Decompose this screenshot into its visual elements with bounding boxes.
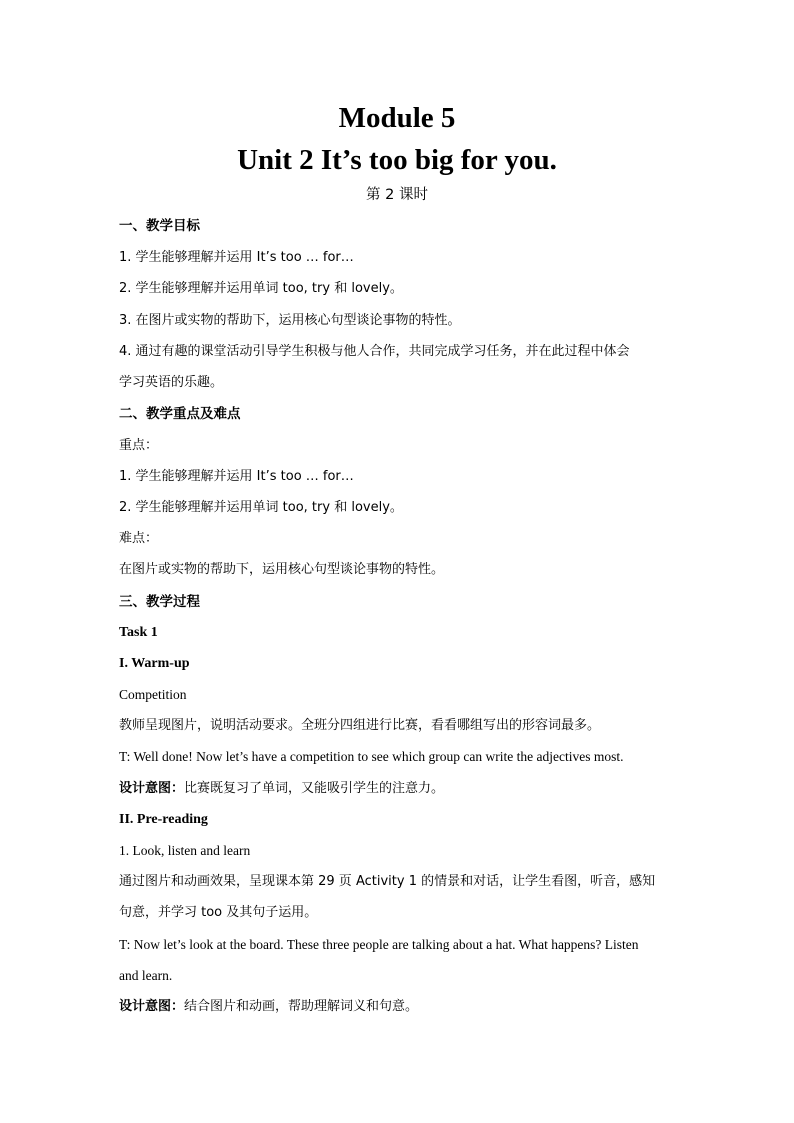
task-title: Task 1: [119, 625, 158, 640]
pre-reading-activity: 1. Look, listen and learn: [119, 843, 251, 858]
warm-up-description: 教师呈现图片，说明活动要求。全班分四组进行比赛，看看哪组写出的形容词最多。: [119, 718, 601, 733]
objective-item: 3. 在图片或实物的帮助下，运用核心句型谈论事物的特性。: [119, 313, 461, 328]
pre-reading-dialogue: T: Now let’s look at the board. These three people are talking about a hat. What happens? Listen: [119, 937, 639, 952]
warm-up-intent: [119, 779, 679, 799]
section-heading-process: 三、教学过程: [119, 594, 200, 610]
warm-up-activity: Competition: [119, 687, 187, 702]
unit-title: Unit 2 It’s too big for you.: [237, 144, 557, 176]
intent-text: 比赛既复习了单词，又能吸引学生的注意力。: [184, 781, 445, 796]
intent-text: 结合图片和动画，帮助理解词义和句意。: [184, 999, 419, 1014]
intent-label: 设计意图：: [119, 999, 185, 1014]
objective-item: 1. 学生能够理解并运用 It’s too … for…: [119, 250, 354, 265]
intent-label: 设计意图：: [119, 781, 185, 796]
pre-reading-intent: [119, 997, 679, 1017]
warm-up-title: I. Warm-up: [119, 656, 190, 671]
key-point-item: 2. 学生能够理解并运用单词 too, try 和 lovely。: [119, 500, 403, 515]
key-points-label: 重点：: [119, 438, 159, 453]
lesson-label: 第 2 课时: [366, 187, 428, 203]
module-title: Module 5: [338, 102, 456, 134]
section-heading-objectives: 一、教学目标: [119, 218, 200, 234]
objective-item: 4. 通过有趣的课堂活动引导学生积极与他人合作，共同完成学习任务，并在此过程中体会: [119, 344, 630, 359]
pre-reading-description: 通过图片和动画效果，呈现课本第 29 页 Activity 1 的情景和对话，让学生看图，听音，感知: [119, 874, 656, 889]
pre-reading-title: II. Pre-reading: [119, 812, 208, 827]
section-heading-key-points: 二、教学重点及难点: [119, 406, 241, 422]
objective-item: 2. 学生能够理解并运用单词 too, try 和 lovely。: [119, 281, 403, 296]
key-point-item: 1. 学生能够理解并运用 It’s too … for…: [119, 469, 354, 484]
warm-up-dialogue: T: Well done! Now let’s have a competition to see which group can write the adjectives most.: [119, 749, 624, 764]
difficult-points-label: 难点：: [119, 531, 159, 546]
difficult-point-text: 在图片或实物的帮助下，运用核心句型谈论事物的特性。: [119, 562, 445, 577]
pre-reading-description-continued: 句意，并学习 too 及其句子运用。: [119, 905, 318, 920]
pre-reading-dialogue-continued: and learn.: [119, 968, 173, 983]
objective-item-continued: 学习英语的乐趣。: [119, 375, 224, 390]
